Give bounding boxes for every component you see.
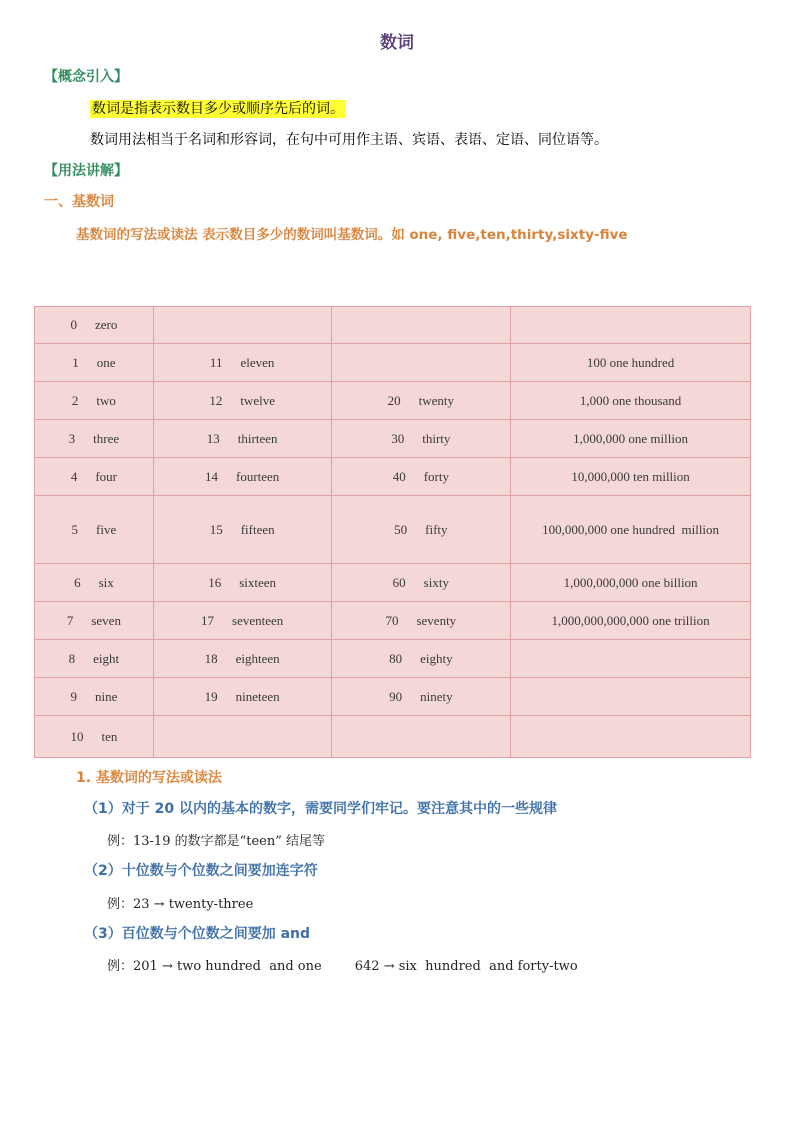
cell-numeral: 90	[389, 688, 403, 704]
table-row	[35, 716, 751, 758]
cell-numeral: 18	[204, 650, 218, 666]
cell-large-number: 1,000,000 one million	[573, 430, 688, 446]
cell-word: eight	[93, 650, 120, 666]
cell-numeral: 30	[391, 430, 405, 446]
cell-word: sixty	[423, 574, 449, 590]
table-row	[35, 496, 751, 564]
cell-word: zero	[94, 317, 118, 332]
cell-word: two	[96, 392, 116, 408]
table-cell	[35, 602, 154, 640]
cell-numeral: 17	[201, 612, 215, 628]
table-cell	[331, 458, 511, 496]
rule-3: （3）百位数与个位数之间要加 and	[84, 926, 311, 942]
table-cell	[331, 678, 511, 716]
cell-numeral: 7	[66, 612, 74, 628]
table-cell	[331, 344, 511, 382]
table-row	[35, 420, 751, 458]
table-cell	[35, 382, 154, 420]
highlighted-definition: 数词是指表示数目多少或顺序先后的词。	[92, 101, 344, 117]
table-cell	[153, 716, 331, 758]
cell-word: nineteen	[235, 688, 280, 704]
cell-numeral: 2	[71, 392, 79, 408]
table-cell	[153, 496, 331, 564]
cell-numeral: 19	[204, 688, 218, 704]
table-cell	[35, 458, 154, 496]
cell-word: eleven	[240, 354, 275, 370]
table-row	[35, 344, 751, 382]
table-cell	[331, 307, 511, 344]
table-cell	[331, 640, 511, 678]
cell-numeral: 60	[392, 574, 406, 590]
cell-numeral: 1	[72, 354, 79, 370]
table-cell	[511, 640, 751, 678]
cell-numeral: 14	[204, 468, 218, 484]
cell-large-number: 10,000,000 ten million	[571, 468, 690, 484]
cell-numeral: 3	[68, 430, 76, 446]
cell-large-number: 1,000 one thousand	[579, 392, 682, 408]
cell-numeral: 9	[70, 688, 77, 704]
cell-word: eighteen	[235, 650, 280, 666]
table-row	[35, 307, 751, 344]
cell-numeral: 5	[71, 521, 79, 537]
table-cell	[35, 640, 154, 678]
cell-word: fifty	[425, 521, 448, 537]
concept-definition	[90, 98, 346, 118]
table-cell	[35, 564, 154, 602]
cell-word: fourteen	[235, 468, 280, 484]
example-3: 例：201 → two hundred and one 642 → six hundred and forty-two	[107, 959, 578, 974]
cell-word: seventeen	[232, 612, 284, 628]
table-row	[35, 602, 751, 640]
table-cell	[35, 420, 154, 458]
cell-numeral: 6	[74, 574, 81, 590]
cell-word: seventy	[416, 612, 457, 628]
cell-numeral: 15	[209, 521, 223, 537]
cell-word: one	[96, 354, 116, 370]
cardinal-header: 一、基数词	[44, 194, 114, 210]
cell-numeral: 40	[392, 468, 406, 484]
cell-numeral: 12	[209, 392, 223, 408]
cell-word: twelve	[240, 392, 275, 408]
cell-numeral: 10	[70, 728, 84, 744]
cell-numeral: 11	[209, 354, 223, 370]
table-cell	[35, 496, 154, 564]
table-cell	[153, 420, 331, 458]
concept-header: 【概念引入】	[44, 69, 128, 85]
example-2: 例：23 → twenty-three	[107, 897, 254, 912]
table-row	[35, 382, 751, 420]
cell-numeral: 80	[389, 650, 403, 666]
table-cell	[331, 564, 511, 602]
cell-word: ten	[101, 728, 118, 744]
cell-word: ninety	[420, 688, 453, 704]
table-cell	[35, 307, 154, 344]
page-title: 数词	[380, 33, 414, 53]
cell-large-number: 100,000,000 one hundred million	[542, 521, 720, 537]
table-cell	[153, 564, 331, 602]
table-cell	[511, 678, 751, 716]
table-cell	[153, 640, 331, 678]
table-cell	[511, 716, 751, 758]
cell-numeral: 16	[208, 574, 222, 590]
cardinal-description: 基数词的写法或读法 表示数目多少的数词叫基数词。如 one, five,ten,thirty,sixty-five	[76, 227, 628, 243]
cell-word: fifteen	[240, 521, 275, 537]
subsection-1-title: 1. 基数词的写法或读法	[76, 770, 222, 786]
table-cell	[35, 678, 154, 716]
table-cell	[153, 344, 331, 382]
cell-large-number: 100 one hundred	[586, 354, 675, 370]
table-cell	[331, 716, 511, 758]
table-cell	[511, 564, 751, 602]
cell-large-number: 1,000,000,000 one billion	[563, 574, 698, 590]
table-cell	[331, 602, 511, 640]
cell-numeral: 50	[394, 521, 408, 537]
table-cell	[153, 678, 331, 716]
table-cell	[331, 382, 511, 420]
rule-2: （2）十位数与个位数之间要加连字符	[84, 863, 318, 879]
cell-word: three	[93, 430, 120, 446]
cell-numeral: 20	[387, 392, 401, 408]
cell-word: eighty	[420, 650, 453, 666]
cardinal-number-table	[34, 306, 751, 758]
cell-word: four	[95, 468, 117, 484]
table-cell	[153, 602, 331, 640]
cell-numeral: 8	[68, 650, 76, 666]
cell-word: seven	[91, 612, 121, 628]
table-row	[35, 458, 751, 496]
usage-header: 【用法讲解】	[44, 163, 128, 179]
table-row	[35, 678, 751, 716]
cell-word: forty	[423, 468, 449, 484]
cell-word: sixteen	[239, 574, 277, 590]
cell-word: six	[98, 574, 114, 590]
table-cell	[511, 382, 751, 420]
table-cell	[331, 496, 511, 564]
table-cell	[511, 496, 751, 564]
cell-word: five	[96, 521, 117, 537]
cell-word: thirteen	[237, 430, 278, 446]
table-cell	[35, 716, 154, 758]
cell-word: nine	[94, 688, 118, 704]
table-cell	[153, 307, 331, 344]
table-cell	[153, 458, 331, 496]
table-cell	[511, 307, 751, 344]
rule-1: （1）对于 20 以内的基本的数字，需要同学们牢记。要注意其中的一些规律	[84, 801, 557, 817]
cell-word: thirty	[422, 430, 451, 446]
concept-usage: 数词用法相当于名词和形容词，在句中可用作主语、宾语、表语、定语、同位语等。	[90, 132, 608, 148]
table-cell	[511, 602, 751, 640]
cell-numeral: 0	[70, 317, 77, 332]
cell-numeral: 70	[385, 612, 399, 628]
example-1: 例：13-19 的数字都是“teen” 结尾等	[107, 834, 326, 849]
cell-numeral: 4	[70, 468, 78, 484]
table-cell	[153, 382, 331, 420]
cell-large-number: 1,000,000,000,000 one trillion	[551, 612, 710, 628]
table-cell	[511, 458, 751, 496]
table-cell	[35, 344, 154, 382]
table-cell	[511, 420, 751, 458]
table-row	[35, 640, 751, 678]
table-cell	[331, 420, 511, 458]
cell-word: twenty	[418, 392, 455, 408]
cell-numeral: 13	[206, 430, 220, 446]
table-cell	[511, 344, 751, 382]
table-row	[35, 564, 751, 602]
